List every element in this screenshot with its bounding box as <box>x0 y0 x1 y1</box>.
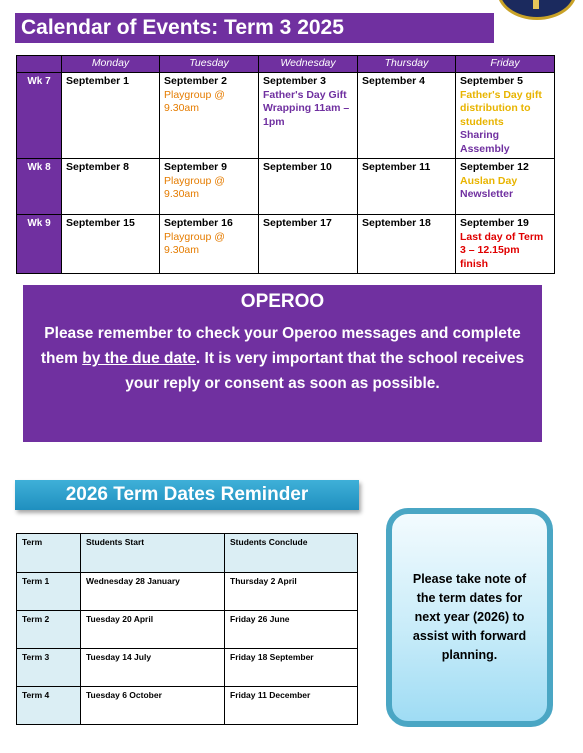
day-date: September 5 <box>460 75 524 87</box>
week-label: Wk 9 <box>17 215 62 274</box>
calendar-header-row <box>17 56 555 73</box>
term-start: Tuesday 14 July <box>81 649 225 687</box>
week-row <box>17 159 555 215</box>
term-name: Term 1 <box>17 573 81 611</box>
day-cell <box>160 73 259 159</box>
day-cell <box>62 215 160 274</box>
day-cell <box>259 73 358 159</box>
term-conclude: Friday 26 June <box>225 611 358 649</box>
term-row <box>17 573 358 611</box>
calendar-event: Playgroup @ 9.30am <box>164 230 225 256</box>
column-header: Students Conclude <box>225 534 358 573</box>
day-cell <box>62 73 160 159</box>
calendar-event: Father's Day gift distribution to students <box>460 88 542 128</box>
day-date: September 3 <box>263 75 327 87</box>
day-date: September 18 <box>362 217 431 229</box>
operoo-text-before: Please remember to check your Operoo messages and complete them <box>40 325 521 367</box>
column-header: Students Start <box>81 534 225 573</box>
calendar-event: Newsletter <box>460 188 514 200</box>
calendar-event: Father's Day Gift Wrapping 11am – 1pm <box>263 88 350 128</box>
operoo-title: OPEROO <box>240 291 325 312</box>
operoo-due-date-emphasis: by the due date <box>82 350 196 367</box>
term-conclude: Friday 18 September <box>225 649 358 687</box>
column-header: Term <box>17 534 81 573</box>
calendar-event: Sharing Assembly <box>460 129 510 155</box>
term-name: Term 3 <box>17 649 81 687</box>
term-dates-header-row <box>17 534 358 573</box>
calendar-table <box>16 55 555 274</box>
day-header: Tuesday <box>160 56 259 73</box>
day-cell <box>358 73 456 159</box>
day-cell <box>456 215 555 274</box>
week-label: Wk 7 <box>17 73 62 159</box>
day-cell <box>259 159 358 215</box>
calendar-title: Calendar of Events: Term 3 2025 <box>15 13 494 43</box>
calendar-event: Playgroup @ 9.30am <box>164 88 225 114</box>
term-dates-table <box>16 533 358 725</box>
day-date: September 4 <box>362 75 426 87</box>
day-date: September 16 <box>164 217 233 229</box>
day-date: September 8 <box>66 161 130 173</box>
day-date: September 9 <box>164 161 228 173</box>
term-start: Tuesday 6 October <box>81 687 225 725</box>
day-cell <box>160 215 259 274</box>
day-date: September 10 <box>263 161 332 173</box>
forward-planning-note <box>386 508 553 727</box>
calendar-event: Playgroup @ 9.30am <box>164 174 225 200</box>
day-header: Thursday <box>358 56 456 73</box>
day-cell <box>160 159 259 215</box>
term-name: Term 2 <box>17 611 81 649</box>
term-row <box>17 687 358 725</box>
term-row <box>17 611 358 649</box>
term-dates-heading: 2026 Term Dates Reminder <box>15 480 359 510</box>
day-header: Friday <box>456 56 555 73</box>
day-header: Wednesday <box>259 56 358 73</box>
day-date: September 11 <box>362 161 431 173</box>
school-logo <box>497 0 577 20</box>
calendar-event: Auslan Day <box>460 174 518 187</box>
operoo-message <box>33 321 532 396</box>
note-text: Please take note of the term dates for next year (2026) to assist with forward planning. <box>412 572 527 662</box>
term-start: Tuesday 20 April <box>81 611 225 649</box>
day-date: September 12 <box>460 161 529 173</box>
day-date: September 1 <box>66 75 130 87</box>
operoo-text-after: . It is very important that the school receives your reply or consent as soon as possible. <box>125 350 525 392</box>
term-row <box>17 649 358 687</box>
day-header: Monday <box>62 56 160 73</box>
day-date: September 15 <box>66 217 135 229</box>
operoo-notice <box>23 285 542 442</box>
day-cell <box>456 159 555 215</box>
day-date: September 2 <box>164 75 228 87</box>
day-cell <box>259 215 358 274</box>
day-cell <box>62 159 160 215</box>
day-date: September 17 <box>263 217 332 229</box>
term-name: Term 4 <box>17 687 81 725</box>
term-start: Wednesday 28 January <box>81 573 225 611</box>
week-row <box>17 215 555 274</box>
day-cell <box>456 73 555 159</box>
day-date: September 19 <box>460 217 529 229</box>
day-cell <box>358 215 456 274</box>
term-conclude: Friday 11 December <box>225 687 358 725</box>
week-label: Wk 8 <box>17 159 62 215</box>
week-row <box>17 73 555 159</box>
calendar-corner-cell <box>17 56 62 73</box>
calendar-event: Last day of Term 3 – 12.15pm finish <box>460 230 544 270</box>
day-cell <box>358 159 456 215</box>
term-conclude: Thursday 2 April <box>225 573 358 611</box>
